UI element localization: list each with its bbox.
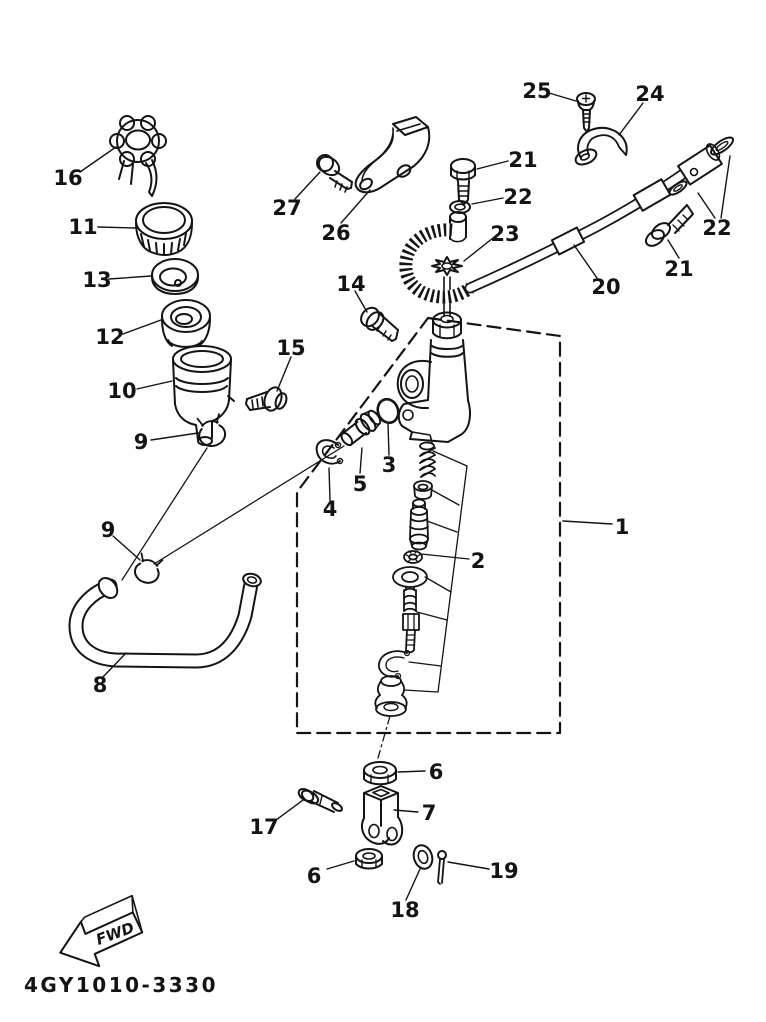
callout-27: 27 bbox=[272, 196, 302, 220]
callout-9b: 9 bbox=[100, 518, 116, 542]
part-12-float-cup bbox=[162, 300, 210, 347]
part-16-retainer-clip bbox=[110, 116, 166, 196]
callout-15: 15 bbox=[276, 336, 306, 360]
part-3-oring bbox=[374, 396, 401, 425]
callout-1: 1 bbox=[614, 515, 630, 539]
part-6-nut-lower bbox=[356, 849, 382, 869]
callout-14: 14 bbox=[336, 272, 366, 296]
part-21-union-bolt-right bbox=[643, 205, 693, 249]
part-8-reservoir-hose bbox=[76, 572, 262, 661]
callout-21b: 21 bbox=[664, 257, 694, 281]
fwd-label: FWD bbox=[93, 918, 137, 949]
part-19-cotter-pin bbox=[438, 851, 446, 884]
callout-25: 25 bbox=[522, 79, 552, 103]
callout-4: 4 bbox=[322, 497, 338, 521]
part-25-screw bbox=[577, 93, 595, 132]
callout-22b: 22 bbox=[702, 216, 732, 240]
part-code: 4GY1010-3330 bbox=[24, 973, 219, 997]
part-7-clevis bbox=[362, 786, 402, 845]
part-27-bolt bbox=[315, 153, 352, 192]
callout-3: 3 bbox=[381, 453, 397, 477]
part-26-bracket bbox=[356, 117, 430, 192]
part-14-bolt bbox=[357, 304, 398, 341]
callout-17: 17 bbox=[249, 815, 279, 839]
part-21-union-bolt-top bbox=[451, 159, 475, 204]
callout-6b: 6 bbox=[306, 864, 322, 888]
callout-20: 20 bbox=[591, 275, 621, 299]
callout-10: 10 bbox=[107, 379, 137, 403]
callout-13: 13 bbox=[82, 268, 112, 292]
callout-7: 7 bbox=[421, 801, 437, 825]
callout-2: 2 bbox=[470, 549, 486, 573]
part-17-pin bbox=[297, 787, 344, 813]
master-cylinder-body bbox=[398, 313, 470, 443]
callout-19: 19 bbox=[489, 859, 519, 883]
callout-11: 11 bbox=[68, 215, 98, 239]
callout-6a: 6 bbox=[428, 760, 444, 784]
callout-12: 12 bbox=[95, 325, 125, 349]
part-11-reservoir-cap bbox=[136, 203, 192, 255]
callout-5: 5 bbox=[352, 472, 368, 496]
part-15-screw bbox=[246, 385, 288, 413]
callout-24: 24 bbox=[635, 82, 665, 106]
callout-9a: 9 bbox=[133, 430, 149, 454]
part-24-hose-holder bbox=[573, 128, 626, 168]
assembly-line-tank-to-hose bbox=[122, 448, 207, 580]
callout-23: 23 bbox=[490, 222, 520, 246]
part-2-cylinder-kit bbox=[375, 443, 435, 717]
assembly-line-nipple-to-hose bbox=[154, 446, 344, 564]
callout-26: 26 bbox=[321, 221, 351, 245]
part-6-nut-upper bbox=[364, 762, 396, 784]
callout-22a: 22 bbox=[503, 185, 533, 209]
leader-lines bbox=[80, 93, 730, 900]
callout-16: 16 bbox=[53, 166, 83, 190]
callout-8: 8 bbox=[92, 673, 108, 697]
callout-18: 18 bbox=[390, 898, 420, 922]
part-18-washer bbox=[411, 843, 436, 871]
center-line-boot-to-nut bbox=[378, 716, 390, 758]
callout-21a: 21 bbox=[508, 148, 538, 172]
part-13-diaphragm bbox=[152, 259, 198, 294]
